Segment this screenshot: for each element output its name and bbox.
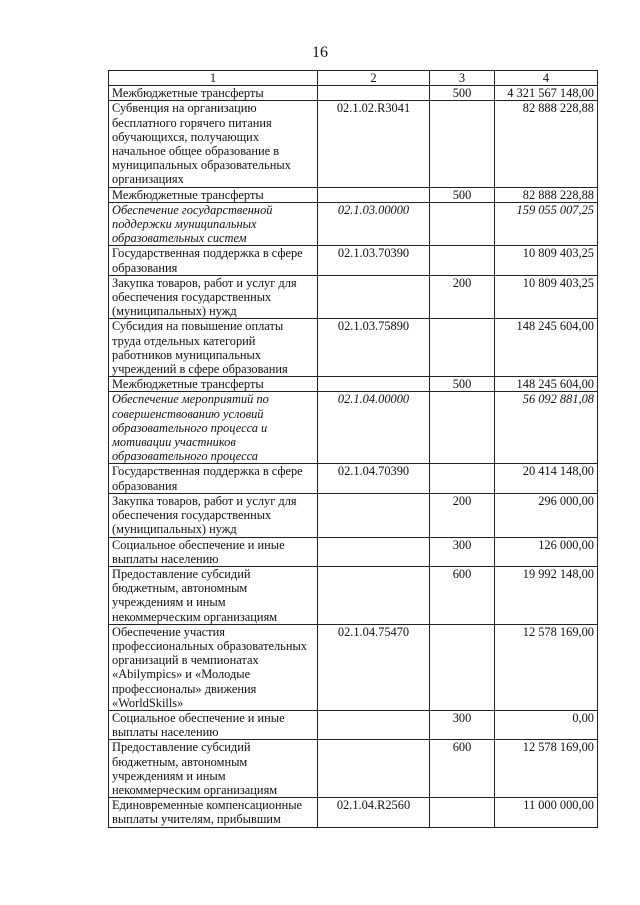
table-row [109, 798, 598, 827]
table-row [109, 101, 598, 187]
table-row [109, 377, 598, 392]
row-amount-cell: 19 992 148,00 [495, 566, 598, 624]
row-amount-cell: 56 092 881,08 [495, 392, 598, 464]
column-header-3: 3 [430, 71, 495, 86]
row-amount-cell: 148 245 604,00 [495, 377, 598, 392]
column-header-4: 4 [495, 71, 598, 86]
row-name-cell: Предоставление субсидий бюджетным, автономным учреждениям и иным некоммерческим организациям [109, 740, 318, 798]
row-code-cell: 02.1.03.00000 [318, 202, 430, 246]
row-type-cell: 200 [430, 275, 495, 319]
row-amount-cell: 11 000 000,00 [495, 798, 598, 827]
table-row [109, 202, 598, 246]
row-amount-cell: 296 000,00 [495, 493, 598, 537]
row-name-cell: Субсидия на повышение оплаты труда отдельных категорий работников муниципальных учреждений в сфере образования [109, 319, 318, 377]
row-type-cell [430, 101, 495, 187]
table-row [109, 275, 598, 319]
row-amount-cell: 10 809 403,25 [495, 275, 598, 319]
row-name-cell: Субвенция на организацию бесплатного горячего питания обучающихся, получающих начальное общее образование в муниципальных образовательных организациях [109, 101, 318, 187]
row-code-cell: 02.1.03.75890 [318, 319, 430, 377]
table-row [109, 86, 598, 101]
row-type-cell: 500 [430, 86, 495, 101]
row-amount-cell: 0,00 [495, 710, 598, 739]
row-amount-cell: 148 245 604,00 [495, 319, 598, 377]
row-code-cell: 02.1.04.00000 [318, 392, 430, 464]
row-name-cell: Межбюджетные трансферты [109, 377, 318, 392]
row-code-cell [318, 493, 430, 537]
table-row [109, 710, 598, 739]
table-row [109, 566, 598, 624]
budget-table [108, 70, 598, 828]
row-type-cell [430, 464, 495, 493]
row-code-cell [318, 566, 430, 624]
row-name-cell: Государственная поддержка в сфере образования [109, 464, 318, 493]
row-type-cell: 600 [430, 740, 495, 798]
row-code-cell: 02.1.04.R2560 [318, 798, 430, 827]
column-header-2: 2 [318, 71, 430, 86]
row-name-cell: Социальное обеспечение и иные выплаты населению [109, 710, 318, 739]
row-type-cell: 600 [430, 566, 495, 624]
table-row [109, 392, 598, 464]
table-row [109, 464, 598, 493]
row-type-cell: 500 [430, 377, 495, 392]
row-name-cell: Государственная поддержка в сфере образования [109, 246, 318, 275]
row-type-cell [430, 624, 495, 710]
row-code-cell [318, 275, 430, 319]
row-type-cell: 300 [430, 710, 495, 739]
table-header-row [109, 71, 598, 86]
page-number: 16 [312, 44, 328, 61]
column-header-1: 1 [109, 71, 318, 86]
table-body [109, 86, 598, 827]
row-type-cell [430, 202, 495, 246]
row-amount-cell: 126 000,00 [495, 537, 598, 566]
row-amount-cell: 82 888 228,88 [495, 187, 598, 202]
row-type-cell [430, 246, 495, 275]
row-type-cell [430, 798, 495, 827]
row-amount-cell: 20 414 148,00 [495, 464, 598, 493]
row-type-cell [430, 392, 495, 464]
row-name-cell: Обеспечение государственной поддержки муниципальных образовательных систем [109, 202, 318, 246]
table-row [109, 319, 598, 377]
row-code-cell [318, 740, 430, 798]
table-row [109, 537, 598, 566]
row-name-cell: Закупка товаров, работ и услуг для обеспечения государственных (муниципальных) нужд [109, 275, 318, 319]
table-row [109, 246, 598, 275]
row-amount-cell: 12 578 169,00 [495, 624, 598, 710]
row-code-cell [318, 710, 430, 739]
row-code-cell [318, 377, 430, 392]
row-amount-cell: 159 055 007,25 [495, 202, 598, 246]
row-code-cell: 02.1.02.R3041 [318, 101, 430, 187]
row-code-cell: 02.1.04.70390 [318, 464, 430, 493]
row-code-cell [318, 187, 430, 202]
table-row [109, 187, 598, 202]
row-type-cell: 200 [430, 493, 495, 537]
row-name-cell: Социальное обеспечение и иные выплаты населению [109, 537, 318, 566]
row-amount-cell: 4 321 567 148,00 [495, 86, 598, 101]
row-name-cell: Межбюджетные трансферты [109, 86, 318, 101]
row-name-cell: Единовременные компенсационные выплаты учителям, прибывшим [109, 798, 318, 827]
row-name-cell: Обеспечение участия профессиональных образовательных организаций в чемпионатах «Abilympics» и «Молодые профессионалы» движения «WorldSkills» [109, 624, 318, 710]
row-type-cell: 300 [430, 537, 495, 566]
row-amount-cell: 10 809 403,25 [495, 246, 598, 275]
row-code-cell [318, 537, 430, 566]
table-row [109, 493, 598, 537]
row-code-cell: 02.1.03.70390 [318, 246, 430, 275]
table-row [109, 624, 598, 710]
table-row [109, 740, 598, 798]
row-amount-cell: 12 578 169,00 [495, 740, 598, 798]
row-name-cell: Обеспечение мероприятий по совершенствованию условий образовательного процесса и мотивации участников образовательного процесса [109, 392, 318, 464]
row-name-cell: Межбюджетные трансферты [109, 187, 318, 202]
row-code-cell [318, 86, 430, 101]
row-type-cell [430, 319, 495, 377]
row-name-cell: Предоставление субсидий бюджетным, автономным учреждениям и иным некоммерческим организациям [109, 566, 318, 624]
row-amount-cell: 82 888 228,88 [495, 101, 598, 187]
row-code-cell: 02.1.04.75470 [318, 624, 430, 710]
row-name-cell: Закупка товаров, работ и услуг для обеспечения государственных (муниципальных) нужд [109, 493, 318, 537]
row-type-cell: 500 [430, 187, 495, 202]
